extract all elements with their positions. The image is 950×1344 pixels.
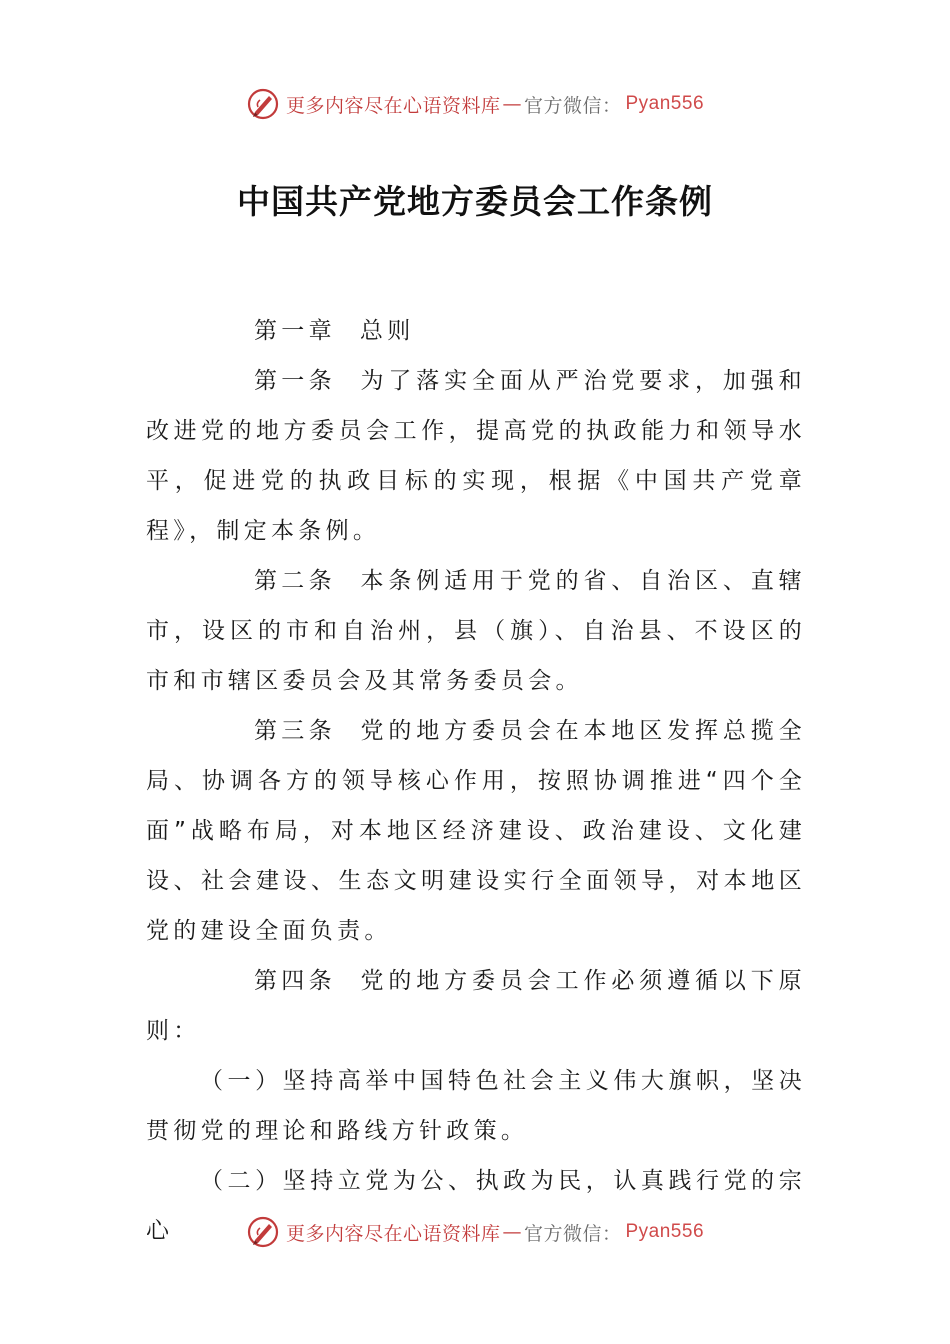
chapter-title: 总则 — [359, 318, 415, 344]
article-label: 第二条 — [254, 568, 336, 594]
article-text: 党的地方委员会工作必须遵循以下原则： — [146, 968, 806, 1044]
principle-2: （二）坚持立党为公、执政为民，认真践行党的宗心 — [146, 1168, 806, 1244]
pen-logo-icon — [246, 87, 280, 121]
footer-banner — [0, 1212, 950, 1252]
banner-wechat-id: Pyan556 — [625, 1221, 705, 1242]
principle-1: （一）坚持高举中国特色社会主义伟大旗帜，坚决贯彻党的理论和路线方针政策。 — [146, 1068, 806, 1144]
article-2 — [146, 556, 806, 706]
article-3 — [146, 706, 806, 956]
article-label: 第一条 — [254, 368, 336, 394]
chapter-label: 第一章 — [254, 318, 336, 344]
chapter-heading — [146, 306, 806, 356]
banner-separator: — — [502, 93, 522, 115]
pen-logo-icon — [246, 1215, 280, 1249]
banner-text: 更多内容尽在心语资料库 — [285, 94, 501, 117]
banner-text: 更多内容尽在心语资料库 — [285, 1222, 501, 1245]
article-1 — [146, 356, 806, 556]
article-text: 党的地方委员会在本地区发挥总揽全局、协调各方的领导核心作用，按照协调推进“四个全面”战略布局，对本地区经济建设、政治建设、文化建设、社会建设、生态文明建设实行全面领导，对本地区党的建设全面负责。 — [146, 718, 806, 944]
banner-separator: — — [502, 1221, 522, 1243]
article-label: 第四条 — [254, 968, 336, 994]
banner-wechat-label: 官方微信： — [523, 94, 622, 117]
article-label: 第三条 — [254, 718, 336, 744]
banner-wechat-label: 官方微信： — [523, 1222, 622, 1245]
article-text: 本条例适用于党的省、自治区、直辖市，设区的市和自治州，县（旗）、自治县、不设区的市和市辖区委员会及其常务委员会。 — [146, 568, 806, 694]
document-title: 中国共产党地方委员会工作条例 — [237, 182, 713, 221]
document-body — [146, 306, 806, 1256]
article-text: 为了落实全面从严治党要求，加强和改进党的地方委员会工作，提高党的执政能力和领导水平，促进党的执政目标的实现，根据《中国共产党章程》，制定本条例。 — [146, 368, 806, 544]
article-4 — [146, 956, 806, 1056]
header-banner — [0, 84, 950, 124]
banner-wechat-id: Pyan556 — [625, 93, 705, 114]
